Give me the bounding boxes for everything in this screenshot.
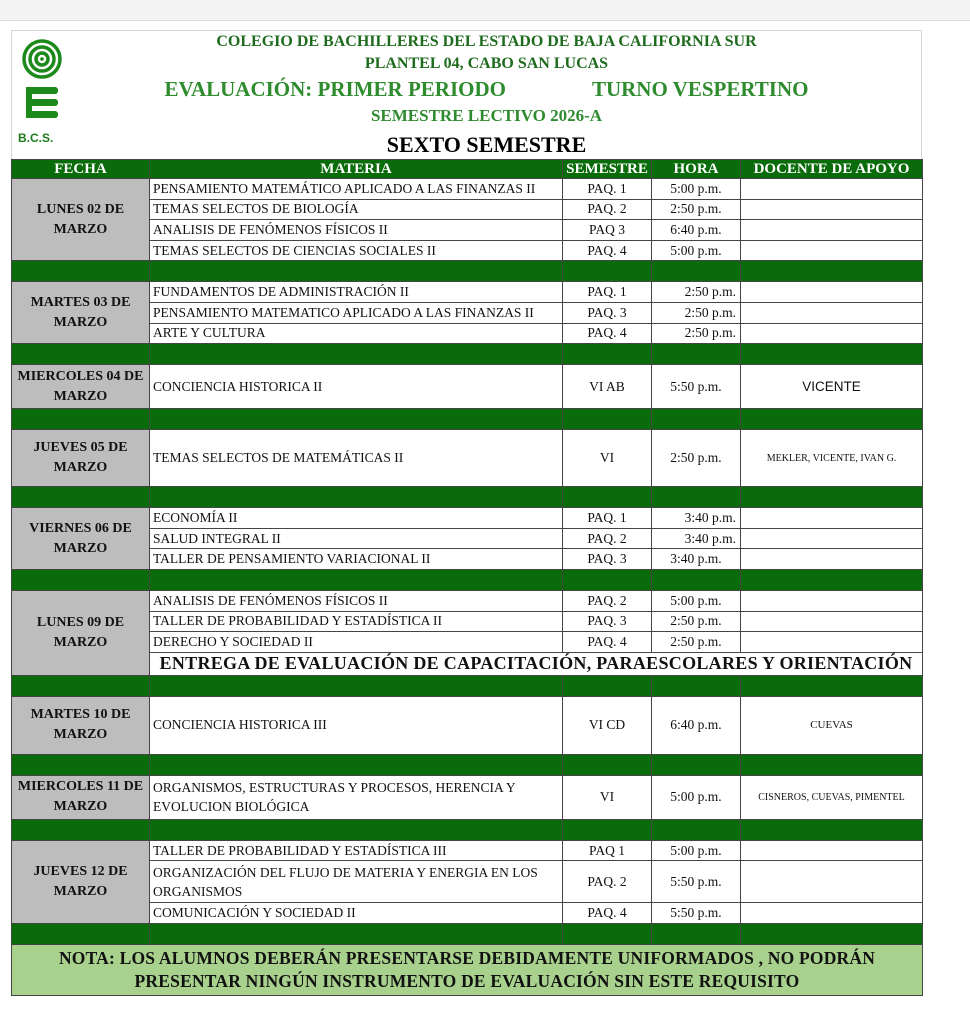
time-cell: 3:40 p.m. <box>652 508 741 529</box>
time-cell: 5:50 p.m. <box>652 365 741 409</box>
date-cell: VIERNES 06 DE MARZO <box>12 508 150 570</box>
column-header: MATERIA <box>150 160 563 179</box>
teacher-cell <box>741 240 923 261</box>
separator-row <box>12 819 923 840</box>
school-name: COLEGIO DE BACHILLERES DEL ESTADO DE BAJA CALIFORNIA SUR <box>216 33 757 50</box>
teacher-cell <box>741 903 923 924</box>
date-cell: LUNES 09 DE MARZO <box>12 590 150 675</box>
time-cell: 5:00 p.m. <box>652 840 741 861</box>
time-cell: 2:50 p.m. <box>652 199 741 220</box>
semester-cell: PAQ 1 <box>563 840 652 861</box>
subject-cell: TALLER DE PROBABILIDAD Y ESTADÍSTICA III <box>150 840 563 861</box>
subject-cell: FUNDAMENTOS DE ADMINISTRACIÓN II <box>150 282 563 303</box>
teacher-cell <box>741 861 923 903</box>
subject-cell: TEMAS SELECTOS DE CIENCIAS SOCIALES II <box>150 240 563 261</box>
subject-cell: SALUD INTEGRAL II <box>150 528 563 549</box>
schedule-sheet <box>11 30 922 996</box>
column-header: FECHA <box>12 160 150 179</box>
subject-cell: TEMAS SELECTOS DE BIOLOGÍA <box>150 199 563 220</box>
subject-cell: CONCIENCIA HISTORICA III <box>150 696 563 754</box>
separator-row <box>12 569 923 590</box>
table-row <box>12 775 923 819</box>
column-header: DOCENTE DE APOYO <box>741 160 923 179</box>
subject-cell: ORGANISMOS, ESTRUCTURAS Y PROCESOS, HERENCIA Y EVOLUCION BIOLÓGICA <box>150 775 563 819</box>
evaluation-line <box>52 77 921 102</box>
date-cell: LUNES 02 DE MARZO <box>12 179 150 261</box>
nota-text: NOTA: LOS ALUMNOS DEBERÁN PRESENTARSE DEBIDAMENTE UNIFORMADOS , NO PODRÁN PRESENTAR NINGÚN INSTRUMENTO DE EVALUACIÓN SIN ESTE REQUISITO <box>12 944 923 995</box>
teacher-cell <box>741 220 923 241</box>
subject-cell: PENSAMIENTO MATEMÁTICO APLICADO A LAS FINANZAS II <box>150 179 563 200</box>
time-cell: 6:40 p.m. <box>652 696 741 754</box>
semester-cell: PAQ. 4 <box>563 323 652 344</box>
teacher-cell: CUEVAS <box>741 696 923 754</box>
semester-cell: PAQ. 1 <box>563 179 652 200</box>
teacher-cell: MEKLER, VICENTE, IVAN G. <box>741 430 923 487</box>
subject-cell: ANALISIS DE FENÓMENOS FÍSICOS II <box>150 220 563 241</box>
semester-cell: PAQ. 2 <box>563 528 652 549</box>
exam-schedule-table <box>11 159 923 996</box>
time-cell: 3:40 p.m. <box>652 549 741 570</box>
date-cell: JUEVES 05 DE MARZO <box>12 430 150 487</box>
subject-cell: DERECHO Y SOCIEDAD II <box>150 632 563 653</box>
subject-cell: ANALISIS DE FENÓMENOS FÍSICOS II <box>150 590 563 611</box>
teacher-cell: CISNEROS, CUEVAS, PIMENTEL <box>741 775 923 819</box>
table-header-row <box>12 160 923 179</box>
subject-cell: PENSAMIENTO MATEMATICO APLICADO A LAS FINANZAS II <box>150 302 563 323</box>
teacher-cell <box>741 302 923 323</box>
nota-row <box>12 944 923 995</box>
semester-cell: PAQ. 2 <box>563 199 652 220</box>
teacher-cell <box>741 199 923 220</box>
teacher-cell <box>741 528 923 549</box>
subject-cell: ORGANIZACIÓN DEL FLUJO DE MATERIA Y ENERGIA EN LOS ORGANISMOS <box>150 861 563 903</box>
campus-name: PLANTEL 04, CABO SAN LUCAS <box>364 55 609 72</box>
evaluation-period: EVALUACIÓN: PRIMER PERIODO <box>164 77 506 101</box>
table-row <box>12 840 923 861</box>
subject-cell: TALLER DE PROBABILIDAD Y ESTADÍSTICA II <box>150 611 563 632</box>
teacher-cell <box>741 840 923 861</box>
semester-lectivo: SEMESTRE LECTIVO 2026-A <box>370 106 603 125</box>
time-cell: 5:50 p.m. <box>652 861 741 903</box>
semester-cell: VI CD <box>563 696 652 754</box>
separator-row <box>12 344 923 365</box>
time-cell: 5:50 p.m. <box>652 903 741 924</box>
separator-row <box>12 409 923 430</box>
semester-cell: PAQ. 4 <box>563 903 652 924</box>
semester-cell: VI AB <box>563 365 652 409</box>
semester-cell: PAQ. 1 <box>563 508 652 529</box>
time-cell: 6:40 p.m. <box>652 220 741 241</box>
time-cell: 2:50 p.m. <box>652 302 741 323</box>
time-cell: 2:50 p.m. <box>652 632 741 653</box>
date-cell: MARTES 10 DE MARZO <box>12 696 150 754</box>
semester-cell: PAQ. 4 <box>563 240 652 261</box>
subject-cell: ECONOMÍA II <box>150 508 563 529</box>
time-cell: 3:40 p.m. <box>652 528 741 549</box>
semester-cell: PAQ. 3 <box>563 302 652 323</box>
teacher-cell <box>741 549 923 570</box>
teacher-cell <box>741 323 923 344</box>
subject-cell: COMUNICACIÓN Y SOCIEDAD II <box>150 903 563 924</box>
teacher-cell <box>741 508 923 529</box>
semester-cell: PAQ. 3 <box>563 611 652 632</box>
table-row <box>12 365 923 409</box>
document-header <box>11 30 922 159</box>
teacher-cell <box>741 611 923 632</box>
semester-cell: PAQ. 2 <box>563 861 652 903</box>
date-cell: JUEVES 12 DE MARZO <box>12 840 150 923</box>
time-cell: 5:00 p.m. <box>652 240 741 261</box>
semester-cell: PAQ. 1 <box>563 282 652 303</box>
subject-cell: TALLER DE PENSAMIENTO VARIACIONAL II <box>150 549 563 570</box>
table-row <box>12 282 923 303</box>
table-row <box>12 696 923 754</box>
column-header: SEMESTRE <box>563 160 652 179</box>
time-cell: 2:50 p.m. <box>652 611 741 632</box>
semester-cell: PAQ. 3 <box>563 549 652 570</box>
entrega-note: ENTREGA DE EVALUACIÓN DE CAPACITACIÓN, PARAESCOLARES Y ORIENTACIÓN <box>150 652 923 675</box>
shift-label: TURNO VESPERTINO <box>591 77 809 101</box>
column-header: HORA <box>652 160 741 179</box>
date-cell: MARTES 03 DE MARZO <box>12 282 150 344</box>
time-cell: 5:00 p.m. <box>652 590 741 611</box>
time-cell: 2:50 p.m. <box>652 282 741 303</box>
subject-cell: CONCIENCIA HISTORICA II <box>150 365 563 409</box>
semester-cell: PAQ. 4 <box>563 632 652 653</box>
date-cell: MIERCOLES 11 DE MARZO <box>12 775 150 819</box>
semester-cell: VI <box>563 775 652 819</box>
teacher-cell <box>741 590 923 611</box>
time-cell: 5:00 p.m. <box>652 179 741 200</box>
table-row <box>12 430 923 487</box>
teacher-cell <box>741 282 923 303</box>
time-cell: 5:00 p.m. <box>652 775 741 819</box>
table-row <box>12 179 923 200</box>
separator-row <box>12 923 923 944</box>
semester-cell: VI <box>563 430 652 487</box>
logo-text: B.C.S. <box>18 131 54 145</box>
subject-cell: ARTE Y CULTURA <box>150 323 563 344</box>
semester-cell: PAQ 3 <box>563 220 652 241</box>
teacher-cell: VICENTE <box>741 365 923 409</box>
time-cell: 2:50 p.m. <box>652 323 741 344</box>
teacher-cell <box>741 179 923 200</box>
time-cell: 2:50 p.m. <box>652 430 741 487</box>
date-cell: MIERCOLES 04 DE MARZO <box>12 365 150 409</box>
table-row <box>12 508 923 529</box>
subject-cell: TEMAS SELECTOS DE MATEMÁTICAS II <box>150 430 563 487</box>
table-row <box>12 590 923 611</box>
separator-row <box>12 675 923 696</box>
separator-row <box>12 487 923 508</box>
separator-row <box>12 261 923 282</box>
semester-cell: PAQ. 2 <box>563 590 652 611</box>
teacher-cell <box>741 632 923 653</box>
page-title: SEXTO SEMESTRE <box>386 132 587 157</box>
separator-row <box>12 754 923 775</box>
browser-top-bar <box>0 0 970 21</box>
